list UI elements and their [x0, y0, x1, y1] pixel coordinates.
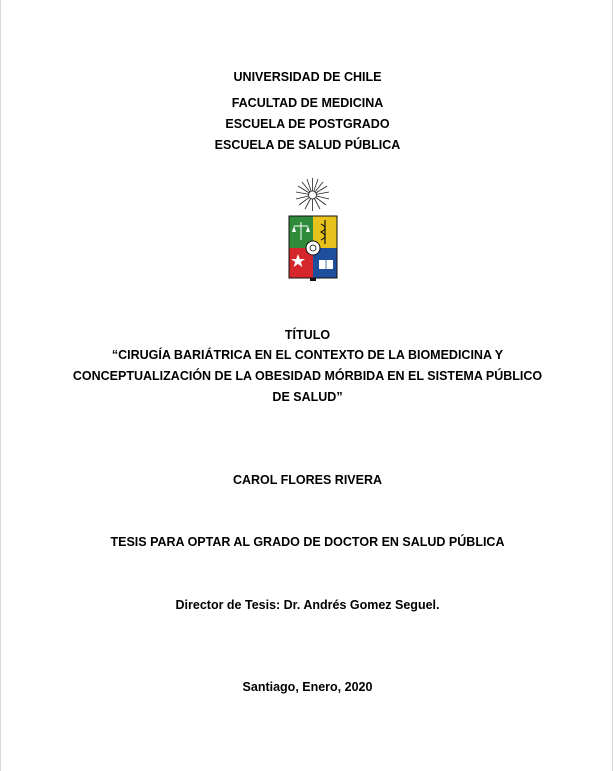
school-postgrad: ESCUELA DE POSTGRADO: [225, 117, 390, 131]
title-label: TÍTULO: [284, 328, 331, 342]
university-crest-icon: [284, 176, 341, 282]
university-name: UNIVERSIDAD DE CHILE: [233, 70, 382, 84]
degree-statement: TESIS PARA OPTAR AL GRADO DE DOCTOR EN SALUD PÚBLICA: [110, 535, 505, 549]
title-line-1: “CIRUGÍA BARIÁTRICA EN EL CONTEXTO DE LA BIOMEDICINA Y: [111, 348, 504, 362]
school-public-health: ESCUELA DE SALUD PÚBLICA: [214, 138, 401, 152]
thesis-director: Director de Tesis: Dr. Andrés Gomez Seguel.: [175, 598, 440, 612]
crest-shield: [289, 216, 337, 281]
title-line-3: DE SALUD”: [272, 390, 343, 404]
title-line-2: CONCEPTUALIZACIÓN DE LA OBESIDAD MÓRBIDA EN EL SISTEMA PÚBLICO: [72, 369, 543, 383]
faculty-name: FACULTAD DE MEDICINA: [231, 96, 384, 110]
place-date: Santiago, Enero, 2020: [242, 680, 373, 694]
author-name: CAROL FLORES RIVERA: [232, 473, 383, 487]
